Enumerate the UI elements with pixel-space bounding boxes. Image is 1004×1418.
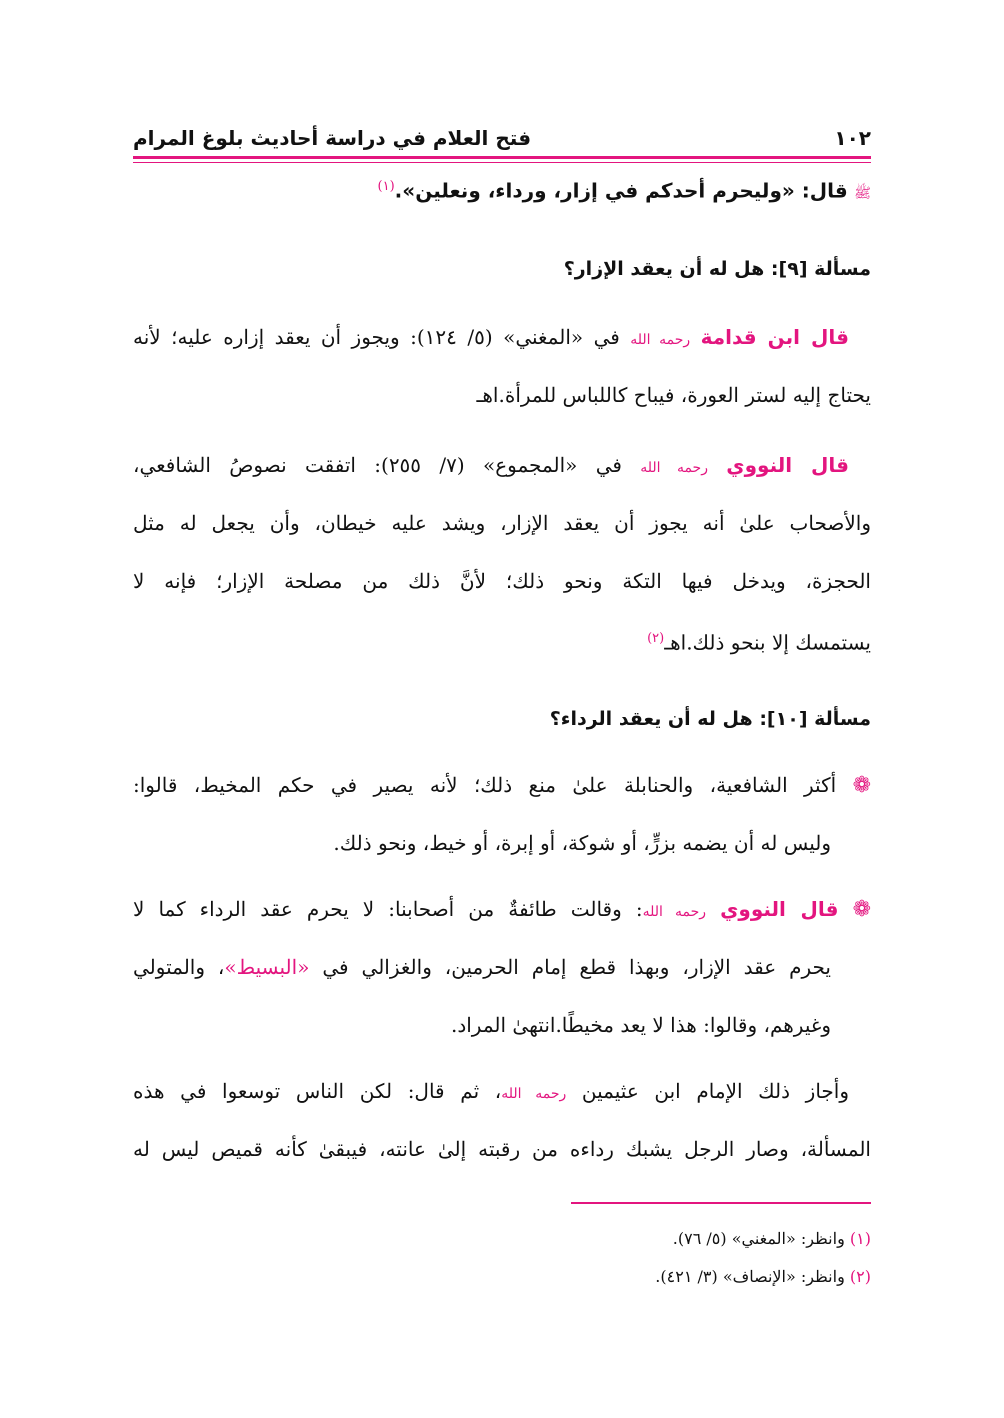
paragraph-line: في «المجموع» (٧/ ٢٥٥): اتفقت نصوصُ الشافعي، — [133, 453, 622, 477]
paragraph-line: المسألة، وصار الرجل يشبك رداءه من رقبته إلىٰ عانته، فيبقىٰ كأنه قميص ليس له — [133, 1137, 871, 1161]
footnote-number: (١) — [849, 1229, 871, 1248]
paragraph-line: يحرم عقد الإزار، وبهذا قطع إمام الحرمين، والغزالي في — [322, 955, 832, 979]
paragraph-ibn-qudama — [133, 308, 871, 424]
question-text: هل له أن يعقد الإزار؟ — [563, 258, 765, 280]
paragraph-nawawi-2 — [133, 880, 871, 1054]
paragraph-line: في «المغني» (٥/ ١٢٤): ويجوز أن يعقد إزاره عليه؛ لأنه — [133, 325, 620, 349]
footnote-ref-1: (١) — [377, 179, 395, 194]
book-title: «البسيط» — [224, 955, 310, 979]
flower-bullet-icon: ❁ — [852, 897, 871, 922]
question-9 — [133, 240, 871, 298]
page-number: ١٠٢ — [834, 126, 871, 150]
footnote-text: وانظر: «الإنصاف» (٣/ ٤٢١). — [655, 1267, 845, 1286]
honorific: رحمه الله — [640, 460, 708, 476]
paragraph-ibn-uthaymin — [133, 1062, 871, 1178]
footnote-number: (٢) — [849, 1267, 871, 1286]
paragraph-line: وغيرهم، وقالوا: هذا لا يعد مخيطًا.انتهىٰ المراد. — [450, 1013, 831, 1037]
honorific: رحمه الله — [501, 1086, 567, 1102]
question-text: هل له أن يعقد الرداء؟ — [549, 708, 753, 730]
honorific: رحمه الله — [630, 332, 691, 348]
question-10 — [133, 690, 871, 748]
speaker-name: قال النووي — [726, 453, 849, 477]
speaker-name: قال ابن قدامة — [700, 325, 850, 349]
hadith-text: قال: «وليحرم أحدكم في إزار، ورداء، ونعلين». — [394, 178, 848, 203]
paragraph-line: يستمسك إلا بنحو ذلك.اهـ — [664, 630, 871, 655]
footnote-2 — [133, 1260, 871, 1294]
footnote-separator — [571, 1202, 871, 1204]
salutation-glyph: ﷺ — [854, 185, 871, 202]
footnote-1 — [133, 1222, 871, 1256]
flower-bullet-icon: ❁ — [852, 773, 872, 798]
honorific: رحمه الله — [642, 904, 707, 920]
page-header — [133, 118, 871, 158]
footnote-ref-2: (٢) — [647, 631, 665, 646]
footnote-text: وانظر: «المغني» (٥/ ٧٦). — [672, 1229, 845, 1248]
running-title: فتح العلام في دراسة أحاديث بلوغ المرام — [133, 126, 532, 150]
hadith-line — [133, 158, 871, 216]
question-label: مسألة [٩]: — [770, 258, 871, 280]
paragraph-line: ، ثم قال: لكن الناس توسعوا في هذه — [133, 1079, 502, 1103]
paragraph-line: الحجزة، ويدخل فيها التكة ونحو ذلك؛ لأنَّ ذلك من مصلحة الإزار؛ فإنه لا — [133, 569, 871, 593]
paragraph-line: وليس له أن يضمه بزرٍّ، أو شوكة، أو إبرة، أو خيط، ونحو ذلك. — [333, 831, 831, 855]
paragraph-line: أكثر الشافعية، والحنابلة علىٰ منع ذلك؛ لأنه يصير في حكم المخيط، قالوا: — [133, 773, 837, 797]
paragraph-line: ، والمتولي — [133, 955, 225, 979]
paragraph-line: : وقالت طائفةٌ من أصحابنا: لا يحرم عقد الرداء كما لا — [133, 897, 643, 921]
paragraph-line: والأصحاب علىٰ أنه يجوز أن يعقد الإزار، ويشد عليه خيطان، وأن يجعل له مثل — [133, 511, 871, 535]
question-label: مسألة [١٠]: — [759, 708, 871, 730]
paragraph-nawawi — [133, 436, 871, 668]
speaker-name: قال النووي — [720, 897, 839, 921]
paragraph-line: وأجاز ذلك الإمام ابن عثيمين — [581, 1079, 849, 1103]
paragraph-shafiiyya — [133, 756, 871, 872]
paragraph-line: يحتاج إليه لستر العورة، فيباح كاللباس للمرأة.اهـ — [476, 383, 871, 407]
